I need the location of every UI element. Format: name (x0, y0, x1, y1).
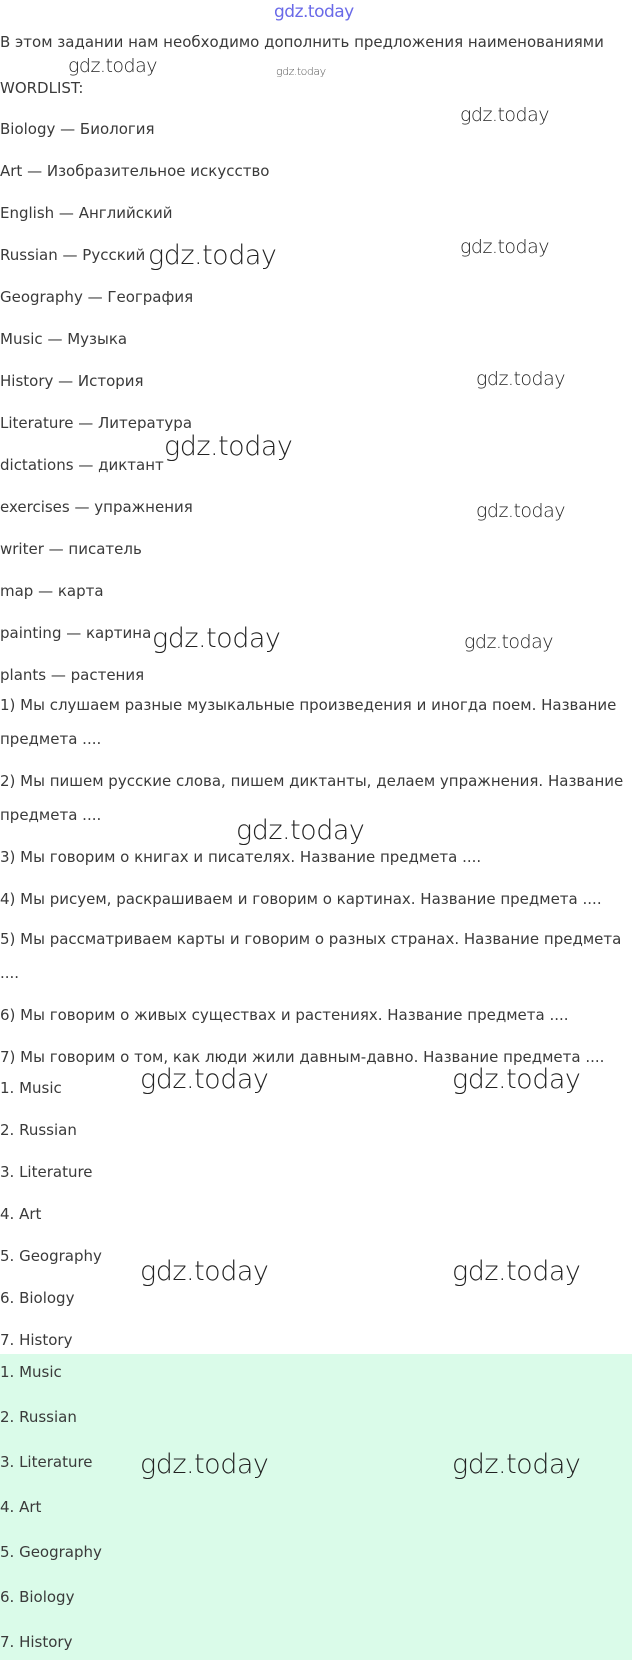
wordlist-item: plants — растения (0, 666, 145, 684)
watermark: gdz.today (148, 240, 277, 271)
watermark: gdz.today (164, 431, 293, 462)
wordlist-item: dictations — диктант (0, 456, 164, 474)
answer-highlight-item: 4. Art (0, 1498, 42, 1516)
watermark: gdz.today (476, 368, 565, 390)
sentence-item: 7) Мы говорим о том, как люди жили давным-давно. Название предмета .... (0, 1048, 605, 1066)
sentence-item: 5) Мы рассматриваем карты и говорим о разных странах. Название предмета .... (0, 930, 622, 982)
watermark: gdz.today (140, 1449, 269, 1480)
answer-item: 4. Art (0, 1205, 42, 1223)
sentence-item: 1) Мы слушаем разные музыкальные произведения и иногда поем. Название предмета .... (0, 696, 617, 748)
watermark: gdz.today (152, 623, 281, 654)
wordlist-item: painting — картина (0, 624, 152, 642)
wordlist-item: map — карта (0, 582, 104, 600)
watermark: gdz.today (236, 815, 365, 846)
watermark: gdz.today (452, 1064, 581, 1095)
wordlist-item: English — Английский (0, 204, 173, 222)
answer-highlight-item: 1. Music (0, 1363, 62, 1381)
wordlist-item: Art — Изобразительное искусство (0, 162, 270, 180)
answer-highlight-item: 5. Geography (0, 1543, 102, 1561)
watermark: gdz.today (452, 1256, 581, 1287)
wordlist-item: Russian — Русский (0, 246, 146, 264)
site-logo[interactable]: gdz.today (274, 2, 354, 22)
wordlist-item: History — История (0, 372, 144, 390)
watermark: gdz.today (452, 1449, 581, 1480)
sentence-item: 6) Мы говорим о живых существах и растениях. Название предмета .... (0, 1006, 569, 1024)
answer-item: 5. Geography (0, 1247, 102, 1265)
watermark: gdz.today (276, 65, 326, 78)
sentence-item: 4) Мы рисуем, раскрашиваем и говорим о картинах. Название предмета .... (0, 890, 602, 908)
wordlist-item: Biology — Биология (0, 120, 155, 138)
answer-item: 6. Biology (0, 1289, 75, 1307)
wordlist-item: Geography — География (0, 288, 194, 306)
watermark: gdz.today (460, 104, 549, 126)
answers-highlight-box (0, 1354, 632, 1660)
answer-highlight-item: 2. Russian (0, 1408, 77, 1426)
answer-item: 2. Russian (0, 1121, 77, 1139)
watermark: gdz.today (140, 1256, 269, 1287)
answer-highlight-item: 6. Biology (0, 1588, 75, 1606)
watermark: gdz.today (476, 500, 565, 522)
wordlist-label: WORDLIST: (0, 79, 84, 97)
answer-item: 1. Music (0, 1079, 62, 1097)
wordlist-item: Literature — Литература (0, 414, 193, 432)
wordlist-item: writer — писатель (0, 540, 142, 558)
sentence-item: 2) Мы пишем русские слова, пишем диктанты, делаем упражнения. Название предмета .... (0, 772, 624, 824)
wordlist-item: Music — Музыка (0, 330, 128, 348)
watermark: gdz.today (460, 236, 549, 258)
answer-item: 7. History (0, 1331, 73, 1349)
watermark: gdz.today (68, 55, 157, 77)
answer-highlight-item: 3. Literature (0, 1453, 93, 1471)
watermark: gdz.today (464, 631, 553, 653)
sentence-item: 3) Мы говорим о книгах и писателях. Название предмета .... (0, 848, 482, 866)
answer-highlight-item: 7. History (0, 1633, 73, 1651)
answer-item: 3. Literature (0, 1163, 93, 1181)
watermark: gdz.today (140, 1064, 269, 1095)
wordlist-item: exercises — упражнения (0, 498, 193, 516)
intro-text: В этом задании нам необходимо дополнить предложения наименованиями (0, 33, 604, 51)
